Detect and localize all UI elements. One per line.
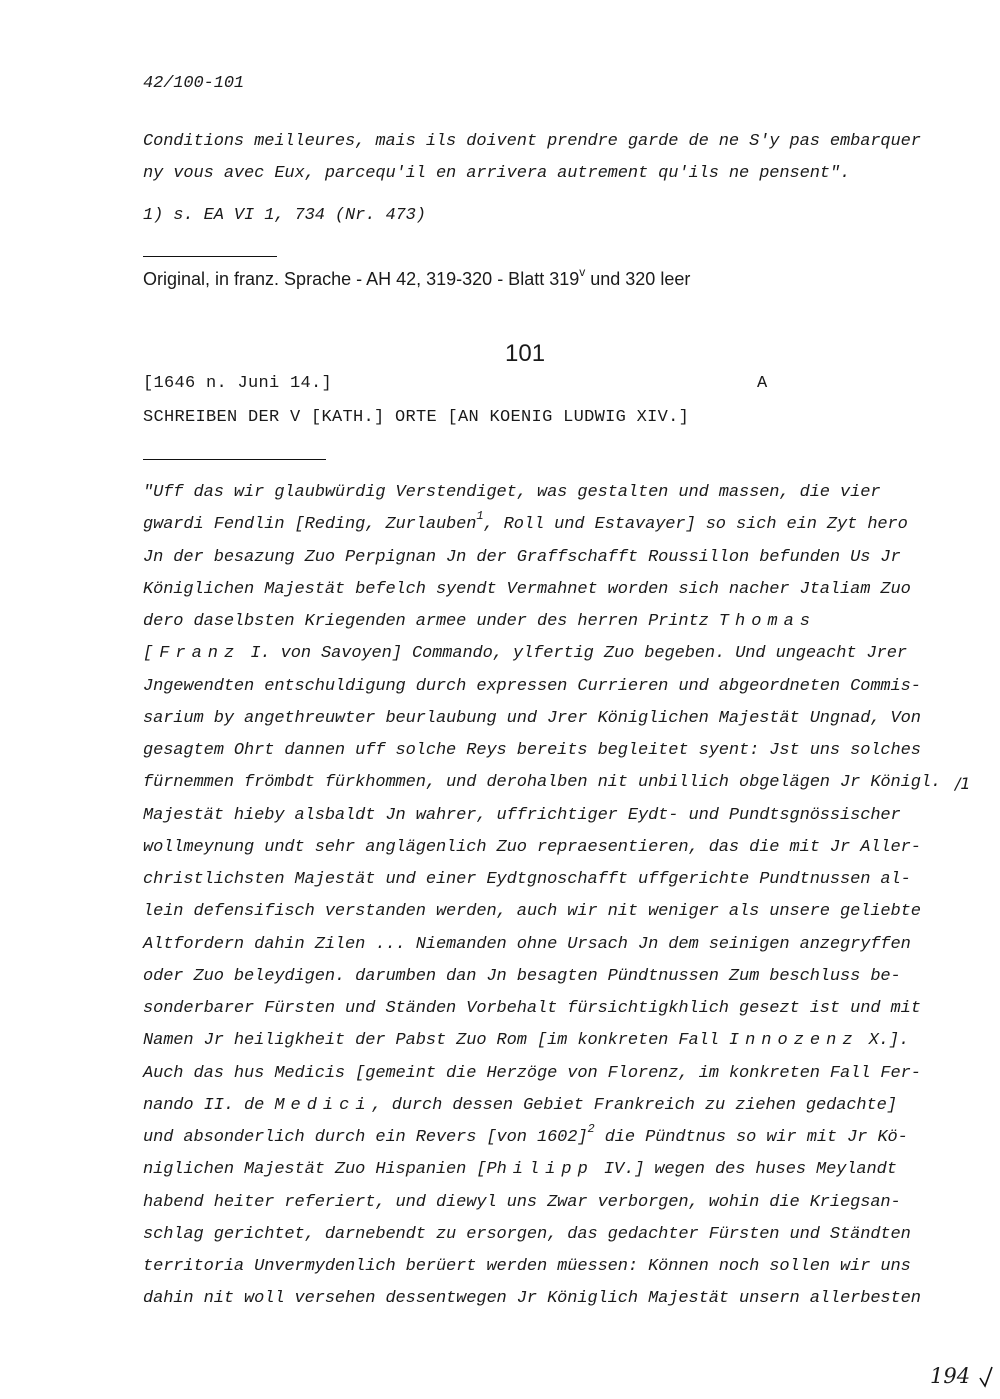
body-text-run: fürnemmen frömbdt fürkhommen, und derohalben nit unbillich obgelägen Jr Königl.	[143, 773, 942, 793]
body-text-run: dero daselbsten Kriegenden armee under des herren Printz	[143, 612, 719, 631]
source-note-end: und 320 leer	[585, 269, 691, 289]
body-text-run: wollmeynung undt sehr anglägenlich Zuo repraesentieren, das die mit Jr Aller-	[143, 837, 921, 857]
check-mark-icon	[978, 1366, 994, 1388]
body-text-run: I. von Savoyen] Commando, ylfertig Zuo begeben. Und ungeacht Jrer	[240, 644, 907, 664]
body-line	[143, 967, 901, 986]
body-line	[143, 1096, 897, 1115]
body-text-run: gesagtem Ohrt dannen uff solche Reys bereits begleitet syent: Jst uns solches	[143, 741, 921, 760]
body-line	[143, 1122, 908, 1147]
body-line	[143, 838, 921, 857]
page-reference: 42/100-101	[143, 74, 245, 93]
body-line	[143, 1031, 909, 1050]
body-text-run: dahin nit woll versehen dessentwegen Jr Königlich Majestät unsern allerbesten	[143, 1289, 921, 1309]
document-number: 101	[505, 340, 546, 367]
body-text-run: , durch dessen Gebiet Frankreich zu ziehen gedachte]	[371, 1095, 897, 1115]
body-line	[143, 509, 908, 535]
spaced-name: Thomas	[718, 612, 817, 631]
body-line	[143, 935, 911, 954]
body-text-run: Auch das hus Medicis [gemeint die Herzöge von Florenz, im konkreten Fall Fer-	[143, 1063, 921, 1083]
body-text-run: Namen Jr heiligkheit der Pabst Zuo Rom [im konkreten Fall	[143, 1031, 729, 1051]
body-text-run: christlichsten Majestät und einer Eydtgnoschafft uffgerichte Pundtnussen al-	[143, 870, 911, 889]
spaced-name: [Franz	[143, 644, 241, 664]
document-title: SCHREIBEN DER V [KATH.] ORTE [AN KOENIG LUDWIG XIV.]	[143, 408, 690, 427]
body-text-run: "Uff das wir glaubwürdig Verstendiget, was gestalten und massen, die vier	[143, 483, 881, 502]
body-text-run: nando II. de	[143, 1095, 275, 1115]
source-note-verso: v	[579, 265, 586, 279]
body-text-run: Jn der besazung Zuo Perpignan Jn der Graffschafft Roussillon befunden Us Jr	[143, 547, 901, 567]
body-text-run: habend heiter referiert, und diewyl uns Zwar verborgen, wohin die Kriegsan-	[143, 1192, 901, 1212]
body-text-run: lein defensifisch verstanden werden, auch wir nit weniger als unsere geliebte	[143, 902, 921, 922]
document-tag: A	[757, 374, 768, 393]
body-line	[143, 741, 921, 760]
body-line	[143, 870, 911, 889]
body-line	[143, 709, 921, 728]
body-line	[143, 1193, 901, 1212]
body-line	[143, 612, 816, 631]
title-rule	[143, 459, 326, 460]
prev-doc-line-2: ny vous avec Eux, parcequ'il en arrivera autrement qu'ils ne pensent".	[143, 164, 851, 183]
source-note	[143, 265, 691, 290]
spaced-name: hilipp	[496, 1160, 594, 1180]
body-line	[143, 902, 921, 921]
body-text-run: gwardi Fendlin [Reding, Zurlauben	[143, 515, 477, 535]
body-text-run: Majestät hieby alsbaldt Jn wahrer, uffrichtiger Eydt- und Pundtsgnössischer	[143, 805, 901, 825]
body-line	[143, 1289, 921, 1308]
body-text-run: Altfordern dahin Zilen ... Niemanden ohne Ursach Jn dem seinigen anzegryffen	[143, 934, 911, 954]
body-text-run: sonderbarer Fürsten und Ständen Vorbehalt fürsichtigkhlich gesezt ist und mit	[143, 999, 921, 1018]
body-text-run: oder Zuo beleydigen. darumben dan Jn besagten Pündtnussen Zum beschluss be-	[143, 966, 901, 986]
body-line	[143, 677, 921, 696]
body-text-run: , Roll und Estavayer] so sich ein Zyt hero	[483, 515, 908, 535]
spaced-name: Medici	[274, 1095, 372, 1115]
prev-doc-line-1: Conditions meilleures, mais ils doivent prendre garde de ne S'y pas embarquer	[143, 132, 921, 151]
body-text-run: die Pündtnus so wir mit Jr Kö-	[594, 1128, 908, 1147]
margin-mark: /1	[955, 774, 971, 793]
document-date: [1646 n. Juni 14.]	[143, 374, 333, 393]
body-text-run: Königlichen Majestät befelch syendt Vermahnet worden sich nacher Jtaliam Zuo	[143, 579, 911, 599]
body-line	[143, 548, 901, 567]
body-line	[143, 773, 941, 792]
spaced-name: Innozenz	[728, 1031, 859, 1051]
body-line	[143, 806, 901, 825]
body-text-run: und absonderlich durch ein Revers [von 1602]	[143, 1128, 588, 1147]
prev-doc-footnote: 1) s. EA VI 1, 734 (Nr. 473)	[143, 206, 426, 225]
body-line	[143, 999, 921, 1018]
body-text-run: IV.] wegen des huses Meylandt	[593, 1160, 897, 1180]
body-line	[143, 1225, 911, 1244]
body-text-run: sarium by angethreuwter beurlaubung und Jrer Königlichen Majestät Ungnad, Von	[143, 708, 921, 728]
body-line	[143, 1160, 897, 1179]
footnote-marker: 1	[476, 509, 484, 524]
body-text-run: Jngewendten entschuldigung durch expressen Currieren und abgeordneten Commis-	[143, 676, 921, 696]
footnote-marker: 2	[587, 1122, 595, 1136]
body-text-run: X.].	[858, 1031, 910, 1051]
body-text-run: niglichen Majestät Zuo Hispanien [P	[143, 1160, 497, 1180]
body-line	[143, 644, 907, 663]
body-line	[143, 580, 911, 599]
source-note-main: Original, in franz. Sprache - AH 42, 319-320 - Blatt 319	[143, 269, 580, 289]
body-line	[143, 483, 880, 502]
folio-number: 194	[930, 1364, 971, 1388]
body-text-run: territoria Unvermydenlich berüert werden müessen: Können noch sollen wir uns	[143, 1257, 911, 1276]
body-line	[143, 1257, 911, 1276]
footnote-rule	[143, 256, 277, 257]
body-text-run: schlag gerichtet, darnebendt zu ersorgen, das gedachter Fürsten und Ständten	[143, 1224, 911, 1244]
body-line	[143, 1064, 921, 1083]
